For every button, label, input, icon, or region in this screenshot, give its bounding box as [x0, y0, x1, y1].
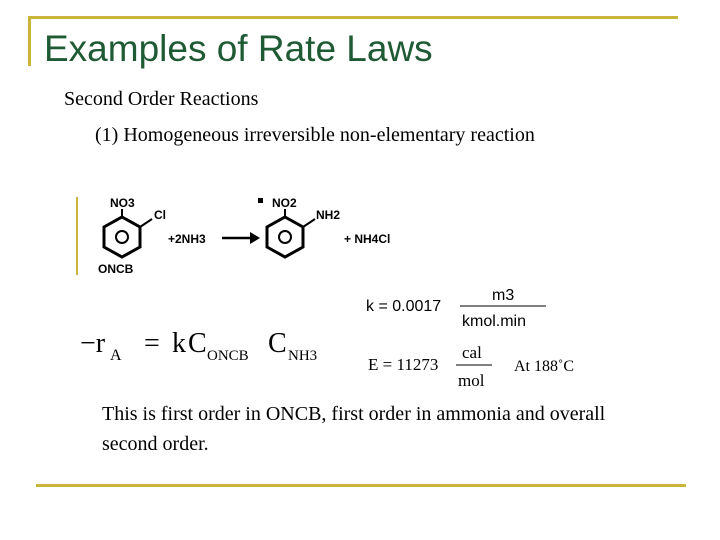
e-lhs: E = 11273: [368, 355, 439, 374]
rate-constant: k: [172, 328, 186, 359]
product-nh2-bond: [303, 219, 315, 227]
reactant-cl-label: Cl: [154, 208, 166, 222]
product-ring-circle: [279, 231, 291, 243]
summary-text: This is first order in ONCB, first order in ammonia and overall second order.: [102, 403, 606, 455]
activation-energy: [366, 338, 506, 396]
top-rule: [28, 16, 678, 19]
rate-lhs: −r: [80, 328, 106, 359]
product-benzene-ring: [267, 217, 303, 257]
rate-law-equation: [80, 318, 360, 374]
reaction-scheme: [72, 185, 432, 285]
k-lhs: k = 0.0017: [366, 298, 442, 315]
slide-title: Examples of Rate Laws: [44, 28, 433, 69]
conc-c2-sub: NH3: [288, 348, 318, 364]
section-heading: Second Order Reactions: [64, 88, 259, 110]
reactant-cl-bond: [140, 219, 152, 227]
reagent-label: +2NH3: [168, 232, 206, 246]
reactant-no3-label: NO3: [110, 196, 135, 210]
temperature-condition: At 188˚C: [514, 358, 574, 375]
product-marker: [258, 198, 263, 203]
byproduct-label: + NH4Cl: [344, 232, 391, 246]
product-no2-label: NO2: [272, 196, 297, 210]
conc-c1-sub: ONCB: [207, 348, 249, 364]
rate-constant-value: [364, 278, 564, 334]
k-unit-numerator: m3: [492, 287, 515, 304]
product-nh2-label: NH2: [316, 208, 341, 222]
reactant-name-label: ONCB: [98, 262, 134, 276]
left-rule: [28, 16, 31, 66]
reaction-arrow-head: [250, 232, 260, 244]
e-unit-denominator: mol: [458, 371, 485, 390]
k-unit-denominator: kmol.min: [462, 313, 527, 330]
reaction-type: (1) Homogeneous irreversible non-elementary reaction: [95, 124, 535, 146]
bottom-rule: [36, 484, 686, 487]
rate-lhs-sub: A: [110, 347, 122, 364]
reactant-ring-circle: [116, 231, 128, 243]
rate-equals: =: [144, 328, 160, 359]
conc-c2: C: [268, 328, 287, 359]
conc-c1: C: [188, 328, 207, 359]
reactant-benzene-ring: [104, 217, 140, 257]
e-unit-numerator: cal: [462, 343, 482, 362]
